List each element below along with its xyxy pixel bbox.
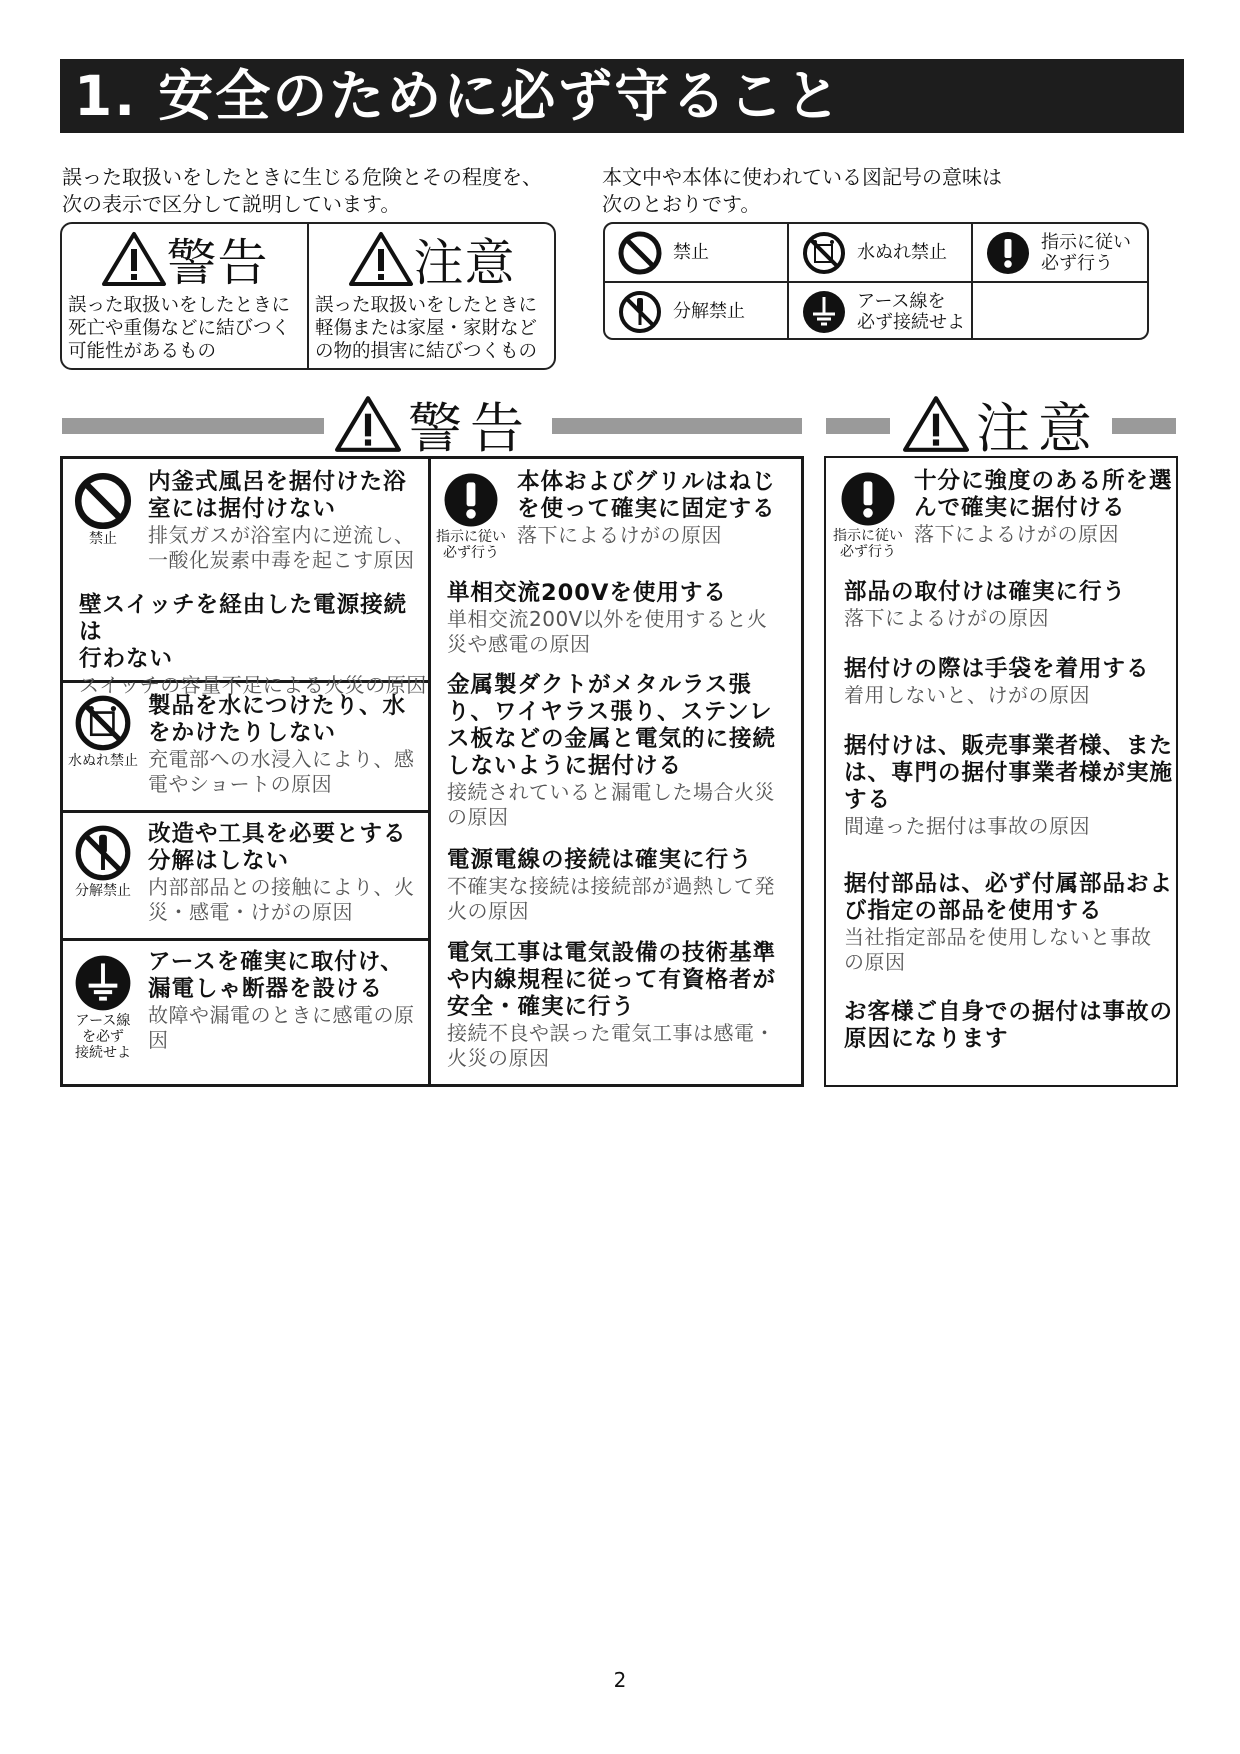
warning-panel — [60, 456, 804, 1087]
symbol-no-water: 水ぬれ禁止 — [787, 224, 971, 281]
warning-item: 内釜式風呂を据付けた浴 室には据付けない 排気ガスが浴室内に逆流し、 一酸化炭素中毒を起こす原因 — [148, 469, 415, 572]
no-disassemble-icon — [617, 289, 663, 335]
caution-item: 据付けの際は手袋を着用する 着用しないと、けがの原因 — [844, 656, 1150, 707]
mandatory-action-icon — [839, 470, 897, 528]
legend-warning-desc: 誤った取扱いをしたときに 死亡や重傷などに結びつく 可能性があるもの — [68, 295, 291, 362]
legend-caution-desc: 誤った取扱いをしたときに 軽傷または家屋・家財など の物的損害に結びつくもの — [315, 295, 538, 362]
caution-item: 据付部品は、必ず付属部品およ び指定の部品を使用する 当社指定部品を使用しないと事故 の原因 — [844, 871, 1174, 974]
prohibit-icon — [73, 471, 133, 531]
intro-right: 本文中や本体に使われている図記号の意味は 次のとおりです。 — [602, 165, 1002, 216]
divider — [552, 418, 802, 434]
page-number: 2 — [613, 1668, 627, 1692]
symbol-legend — [603, 222, 1149, 340]
caution-triangle-icon — [348, 231, 414, 287]
divider — [62, 418, 324, 434]
warning-item: 本体およびグリルはねじ を使って確実に固定する 落下によるけがの原因 — [517, 469, 776, 547]
caution-item: 部品の取付けは確実に行う 落下によるけがの原因 — [844, 579, 1127, 630]
warning-triangle-icon — [101, 231, 167, 287]
caution-item: 据付けは、販売事業者様、また は、専門の据付事業者様が実施 する 間違った据付は事故の原因 — [844, 733, 1174, 838]
signal-word-legend — [60, 222, 556, 370]
ground-icon — [801, 289, 847, 335]
legend-caution-label: 注意 — [413, 234, 516, 292]
intro-left: 誤った取扱いをしたときに生じる危険とその程度を、 次の表示で区分して説明しています。 — [62, 165, 542, 216]
caution-section-title: 注意 — [902, 384, 1100, 464]
warning-item: 金属製ダクトがメタルラス張 り、ワイヤラス張り、ステンレ ス板などの金属と電気的に接続 しないように据付ける 接続されていると漏電した場合火災 の原因 — [447, 672, 777, 829]
symbol-prohibit: 禁止 — [605, 224, 787, 281]
mandatory-action-icon — [985, 230, 1031, 276]
symbol-ground: アース線を 必ず接続せよ — [787, 283, 971, 340]
divider — [826, 418, 890, 434]
mandatory-action-icon — [442, 471, 500, 529]
caution-item: 十分に強度のある所を選 んで確実に据付ける 落下によるけがの原因 — [914, 468, 1173, 546]
legend-caution — [307, 224, 554, 368]
warning-cell-prohibit: 禁止 内釜式風呂を据付けた浴 室には据付けない 排気ガスが浴室内に逆流し、 一酸化炭素中毒を起こす原因 壁スイッチを経由した電源接続は 行わない スイッチの容量不足による火災の原因 — [63, 459, 428, 680]
warning-item: 壁スイッチを経由した電源接続は 行わない スイッチの容量不足による火災の原因 — [79, 592, 427, 697]
warning-item: 電源電線の接続は確実に行う 不確実な接続は接続部が過熱して発 火の原因 — [447, 847, 775, 923]
page-title: 1. 安全のために必ず守ること — [60, 59, 1184, 133]
warning-cell-no-water: 水ぬれ禁止 製品を水につけたり、水 をかけたりしない 充電部への水浸入により、感 電やショートの原因 — [63, 683, 428, 810]
warning-cell-ground: アース線 を必ず 接続せよ アースを確実に取付け、 漏電しゃ断器を設ける 故障や漏電のときに感電の原 因 — [63, 941, 428, 1081]
caution-triangle-icon — [902, 394, 970, 454]
caution-item: お客様ご自身での据付は事故の 原因になります — [844, 999, 1174, 1052]
warning-left-column — [63, 459, 431, 1084]
no-water-icon — [73, 693, 133, 753]
warning-cell-no-disassemble: 分解禁止 改造や工具を必要とする 分解はしない 内部部品との接触により、火 災・感電・けがの原因 — [63, 813, 428, 938]
symbol-no-disassemble: 分解禁止 — [605, 283, 787, 340]
warning-triangle-icon — [334, 394, 402, 454]
warning-item: アースを確実に取付け、 漏電しゃ断器を設ける 故障や漏電のときに感電の原 因 — [148, 949, 415, 1052]
symbol-instruct: 指示に従い 必ず行う — [971, 224, 1147, 281]
legend-warning — [62, 224, 307, 368]
warning-item: 製品を水につけたり、水 をかけたりしない 充電部への水浸入により、感 電やショートの原因 — [148, 693, 415, 796]
warning-section-title: 警告 — [334, 384, 532, 464]
warning-right-column: 指示に従い 必ず行う 本体およびグリルはねじ を使って確実に固定する 落下によるけがの原因 単相交流200Vを使用する 単相交流200V以外を使用すると火 災や感電の原因 金属製ダクトがメタルラス張 り、ワイヤラス張り、ステンレ ス板などの金属と電気的に接続 しないように据付ける 接続されていると漏電した場合火災 の原因 電源電線の接続は確実に行う 不確実な接続は接続部が過熱して発 火の原因 電気工事は電気設備の技術基準 や内線規程に従って有資格者が 安全・確実に行う 接続不良や誤った電気工事は感電・ 火災の原因 — [431, 459, 801, 1084]
ground-icon — [73, 953, 133, 1013]
no-disassemble-icon — [73, 823, 133, 883]
divider — [1112, 418, 1176, 434]
warning-item: 単相交流200Vを使用する 単相交流200V以外を使用すると火 災や感電の原因 — [447, 580, 768, 656]
warning-item: 改造や工具を必要とする 分解はしない 内部部品との接触により、火 災・感電・けがの原因 — [148, 821, 415, 924]
legend-warning-label: 警告 — [166, 234, 269, 292]
prohibit-icon — [617, 230, 663, 276]
warning-item: 電気工事は電気設備の技術基準 や内線規程に従って有資格者が 安全・確実に行う 接続不良や誤った電気工事は感電・ 火災の原因 — [447, 940, 777, 1070]
caution-panel: 指示に従い 必ず行う 十分に強度のある所を選 んで確実に据付ける 落下によるけがの原因 部品の取付けは確実に行う 落下によるけがの原因 据付けの際は手袋を着用する 着用しないと、けがの原因 据付けは、販売事業者様、また は、専門の据付事業者様が実施 する 間違った据付は事故の原因 据付部品は、必ず付属部品およ び指定の部品を使用する 当社指定部品を使用しないと事故 の原因 お客様ご自身での据付は事故の 原因になります — [824, 456, 1178, 1087]
no-water-icon — [801, 230, 847, 276]
